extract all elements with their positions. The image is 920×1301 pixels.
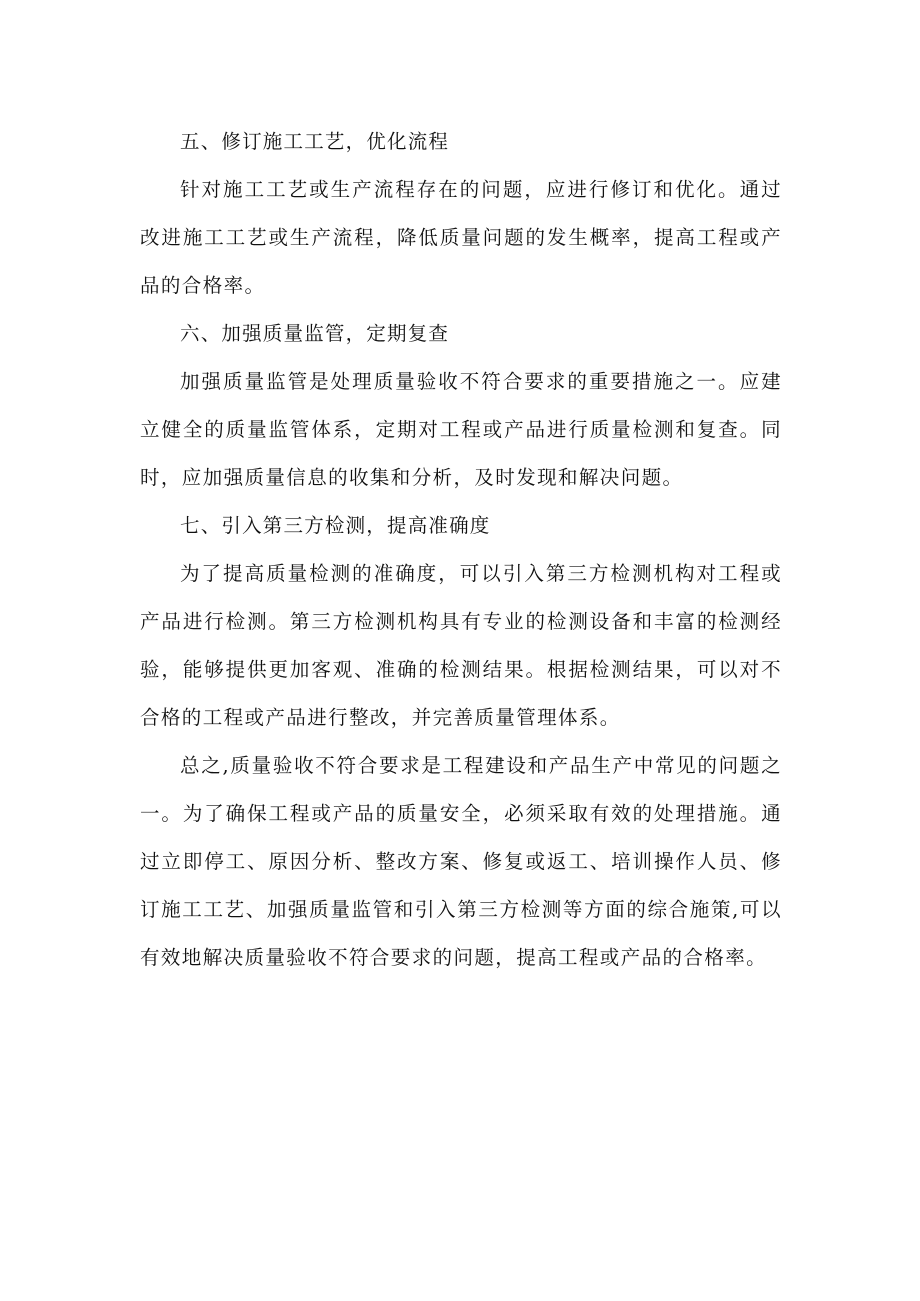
section-paragraph-7: 为了提高质量检测的准确度，可以引入第三方检测机构对工程或产品进行检测。第三方检测机构具有专业的检测设备和丰富的检测经验，能够提供更加客观、准确的检测结果。根据检测结果，可以对不合格的工程或产品进行整改，并完善质量管理体系。 [140, 562, 782, 729]
section-heading-7: 七、引入第三方检测，提高准确度 [180, 514, 491, 537]
section-paragraph-6: 加强质量监管是处理质量验收不符合要求的重要措施之一。应建立健全的质量监管体系，定期对工程或产品进行质量检测和复查。同时，应加强质量信息的收集和分析，及时发现和解决问题。 [140, 370, 782, 489]
conclusion-paragraph: 总之,质量验收不符合要求是工程建设和产品生产中常见的问题之一。为了确保工程或产品的质量安全，必须采取有效的处理措施。通过立即停工、原因分析、整改方案、修复或返工、培训操作人员、修订施工工艺、加强质量监管和引入第三方检测等方面的综合施策,可以有效地解决质量验收不符合要求的问题，提高工程或产品的合格率。 [140, 754, 782, 969]
section-heading-5: 五、修订施工工艺，优化流程 [180, 130, 450, 153]
document-body [140, 118, 782, 982]
section-paragraph-5: 针对施工工艺或生产流程存在的问题，应进行修订和优化。通过改进施工工艺或生产流程，降低质量问题的发生概率，提高工程或产品的合格率。 [140, 178, 782, 297]
section-heading-6: 六、加强质量监管，定期复查 [180, 322, 450, 345]
